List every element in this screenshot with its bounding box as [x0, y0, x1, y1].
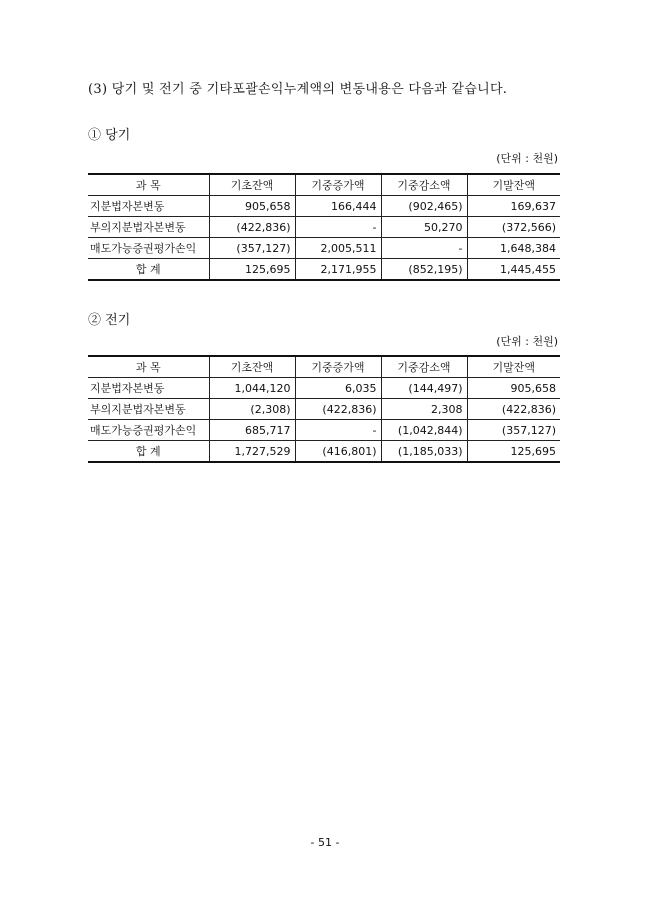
table-total-row — [88, 259, 560, 281]
table-cell: 2,005,511 — [295, 238, 381, 259]
table-cell: 1,044,120 — [209, 378, 295, 399]
table-cell: - — [295, 217, 381, 238]
table-cell: (852,195) — [381, 259, 467, 281]
table-cell: 2,308 — [381, 399, 467, 420]
table-row — [88, 238, 560, 259]
table-cell: 905,658 — [209, 196, 295, 217]
header-cell-decrease: 기중감소액 — [381, 174, 467, 196]
table-row — [88, 399, 560, 420]
table-cell: - — [381, 238, 467, 259]
table-cell: 2,171,955 — [295, 259, 381, 281]
table-cell: 6,035 — [295, 378, 381, 399]
row-label: 지분법자본변동 — [88, 378, 209, 399]
page-number: - 51 - — [310, 836, 340, 849]
table-header-row — [88, 356, 560, 378]
table-row — [88, 217, 560, 238]
total-label: 합 계 — [88, 259, 209, 281]
table-row — [88, 378, 560, 399]
table-cell: (422,836) — [467, 399, 560, 420]
table-row — [88, 420, 560, 441]
table-cell: - — [295, 420, 381, 441]
table-cell: 905,658 — [467, 378, 560, 399]
prior-period-table — [88, 355, 560, 463]
table-cell: 166,444 — [295, 196, 381, 217]
table-header-row — [88, 174, 560, 196]
table-cell: (902,465) — [381, 196, 467, 217]
table-row — [88, 196, 560, 217]
header-cell-increase: 기중증가액 — [295, 356, 381, 378]
table-cell: 169,637 — [467, 196, 560, 217]
table-cell: 1,727,529 — [209, 441, 295, 463]
header-cell-decrease: 기중감소액 — [381, 356, 467, 378]
row-label: 부의지분법자본변동 — [88, 399, 209, 420]
header-cell-opening: 기초잔액 — [209, 174, 295, 196]
table-cell: 1,445,455 — [467, 259, 560, 281]
table-cell: (372,566) — [467, 217, 560, 238]
table-cell: (357,127) — [209, 238, 295, 259]
current-period-subtitle: ① 당기 — [88, 128, 131, 143]
header-cell-account: 과 목 — [88, 174, 209, 196]
table-cell: (357,127) — [467, 420, 560, 441]
prior-unit-label: (단위 : 천원) — [496, 335, 558, 348]
row-label: 부의지분법자본변동 — [88, 217, 209, 238]
current-period-table — [88, 173, 560, 281]
prior-period-subtitle: ② 전기 — [88, 313, 131, 328]
table-cell: (422,836) — [295, 399, 381, 420]
table-cell: 1,648,384 — [467, 238, 560, 259]
table-cell: (422,836) — [209, 217, 295, 238]
header-cell-account: 과 목 — [88, 356, 209, 378]
table-cell: (1,042,844) — [381, 420, 467, 441]
table-cell: 685,717 — [209, 420, 295, 441]
header-cell-closing: 기말잔액 — [467, 356, 560, 378]
table-cell: (1,185,033) — [381, 441, 467, 463]
header-cell-opening: 기초잔액 — [209, 356, 295, 378]
current-unit-label: (단위 : 천원) — [496, 152, 558, 165]
table-total-row — [88, 441, 560, 463]
row-label: 매도가능증권평가손익 — [88, 238, 209, 259]
row-label: 지분법자본변동 — [88, 196, 209, 217]
header-cell-increase: 기중증가액 — [295, 174, 381, 196]
table-cell: 125,695 — [467, 441, 560, 463]
row-label: 매도가능증권평가손익 — [88, 420, 209, 441]
table-cell: (2,308) — [209, 399, 295, 420]
table-cell: (416,801) — [295, 441, 381, 463]
section-heading: (3) 당기 및 전기 중 기타포괄손익누계액의 변동내용은 다음과 같습니다. — [88, 82, 508, 97]
header-cell-closing: 기말잔액 — [467, 174, 560, 196]
table-cell: 125,695 — [209, 259, 295, 281]
table-cell: 50,270 — [381, 217, 467, 238]
table-cell: (144,497) — [381, 378, 467, 399]
total-label: 합 계 — [88, 441, 209, 463]
